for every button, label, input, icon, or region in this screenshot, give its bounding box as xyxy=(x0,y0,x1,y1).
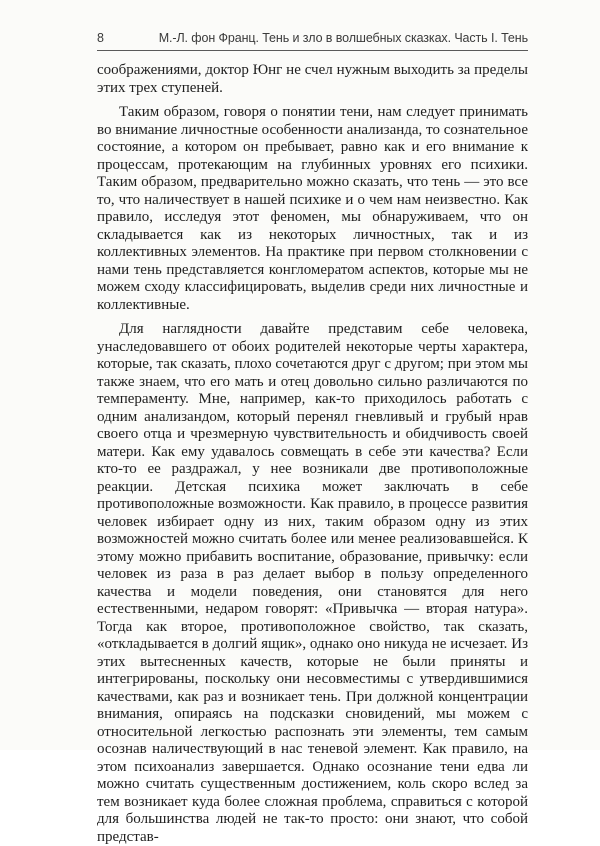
page-number: 8 xyxy=(97,31,104,45)
paragraph-continued: соображениями, доктор Юнг не счел нужным выходить за пределы этих трех ступеней. xyxy=(97,62,528,96)
running-header-title: М.-Л. фон Франц. Тень и зло в волшебных сказках. Часть I. Тень xyxy=(158,31,528,45)
paragraph-shadow-definition: Таким образом, говоря о понятии тени, нам следует принимать во внимание личностные особенности анализанда, то сознательное состояние, а котором он пребывает, равно как и его внимание к процессам, протекающим на глубинных уровнях его психики. Таким образом, предварительно можно сказать, что тень — это все то, что наличествует в нашей психике и о чем нам неизвестно. Как правило, исследуя этот феномен, мы обнаруживаем, что он складывается как из некоторых личностных, так и из коллективных элементов. На практике при первом столкновении с нами тень представляется конгломератом аспектов, которые мы не можем сходу классифицировать, выделив среди них личностные и коллективные. xyxy=(97,104,528,313)
running-header xyxy=(97,30,528,51)
body-text xyxy=(97,62,528,846)
paragraph-example: Для наглядности давайте представим себе человека, унаследовавшего от обоих родителей некоторые черты характера, которые, так сказать, плохо сочетаются друг с другом; при этом мы также знаем, что его мать и отец довольно сильно различаются по темпераменту. Мне, например, как-то приходилось работать с одним анализандом, который перенял гневливый и грубый нрав своего отца и чрезмерную чувствительность и обидчивость своей матери. Как ему удавалось совмещать в себе эти качества? Если кто-то ее раздражал, у нее возникали две противоположные реакции. Детская психика может заключать в себе противоположные возможности. Как правило, в процессе развития человек избирает одну из них, таким образом одну из этих возможностей можно считать более или менее реализовавшейся. К этому можно прибавить воспитание, образование, привычку: если человек из раза в раз делает выбор в пользу определенного качества и модели поведения, они становятся для него естественными, недаром говорят: «Привычка — вторая натура». Тогда как второе, противоположное свойство, так сказать, «откладывается в долгий ящик», однако оно никуда не исчезает. Из этих вытесненных качеств, которые не были приняты и интегрированы, поскольку они несовместимы с утвердившимися качествами, как раз и возникает тень. При должной концентрации внимания, опираясь на подсказки сновидений, мы можем с относительной легкостью распознать эти элементы, тем самым осознав наличествующий в нас теневой элемент. Как правило, на этом психоанализ завершается. Однако осознание тени едва ли можно считать существенным достижением, коль скоро вслед за тем возникает куда более сложная проблема, справиться с которой для большинства людей не так-то просто: они знают, что собой представ- xyxy=(97,321,528,845)
